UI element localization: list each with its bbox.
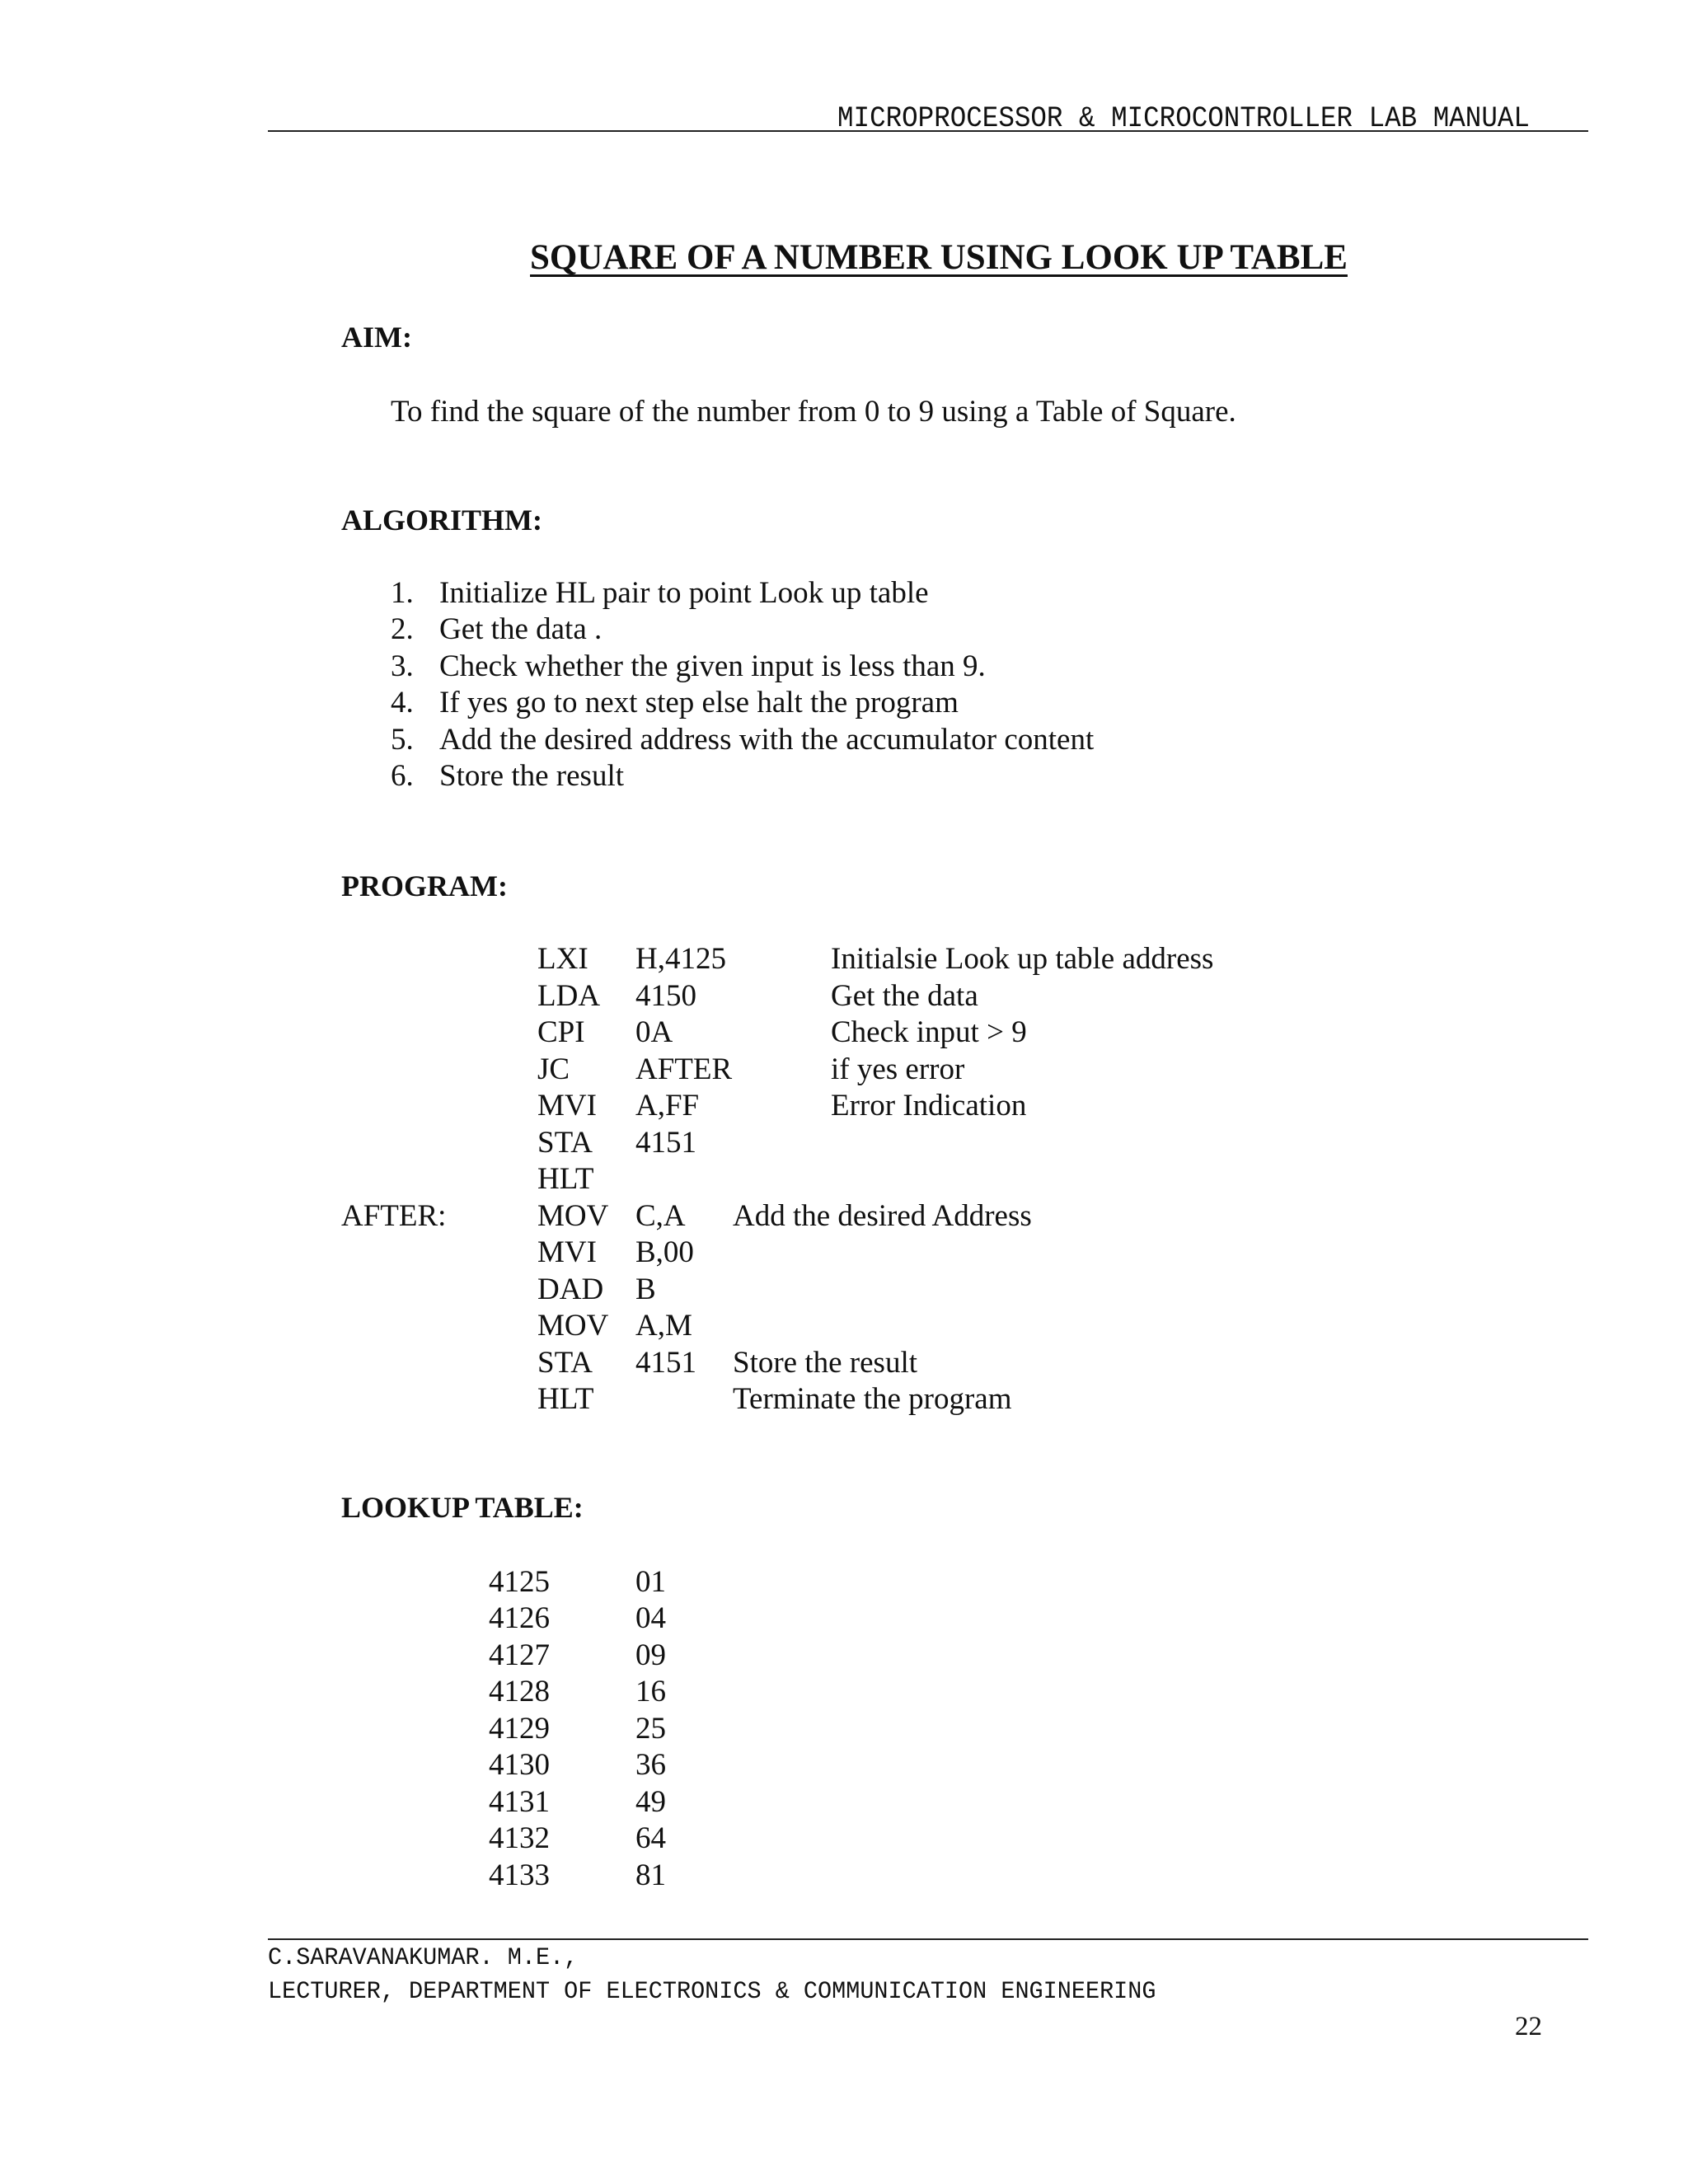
table-cell-value: 04: [635, 1601, 666, 1635]
list-item-number: 4.: [391, 686, 414, 719]
program-label: AFTER:: [341, 1199, 447, 1233]
footer-author: C.SARAVANAKUMAR. M.E.,: [268, 1944, 579, 1972]
table-cell-value: 36: [635, 1748, 666, 1782]
table-cell-value: 01: [635, 1565, 666, 1599]
list-item-text: Initialize HL pair to point Look up table: [439, 576, 929, 610]
program-operand: 0A: [635, 1015, 673, 1049]
table-cell-value: 25: [635, 1712, 666, 1746]
table-cell-address: 4128: [489, 1675, 550, 1708]
program-comment: if yes error: [831, 1052, 965, 1086]
table-cell-address: 4125: [489, 1565, 550, 1599]
program-comment: Terminate the program: [733, 1382, 1012, 1416]
aim-text: To find the square of the number from 0 to 9 using a Table of Square.: [391, 395, 1236, 429]
program-mnemonic: MVI: [537, 1235, 597, 1269]
program-comment: Error Indication: [831, 1089, 1027, 1122]
program-comment: Check input > 9: [831, 1015, 1027, 1049]
program-operand: A,FF: [635, 1089, 700, 1122]
program-operand: 4151: [635, 1346, 696, 1380]
list-item-text: Store the result: [439, 759, 625, 793]
table-cell-address: 4130: [489, 1748, 550, 1782]
algorithm-heading: ALGORITHM:: [341, 504, 543, 537]
table-cell-address: 4126: [489, 1601, 550, 1635]
program-operand: 4150: [635, 979, 696, 1013]
list-item-text: Get the data .: [439, 612, 603, 646]
program-mnemonic: CPI: [537, 1015, 585, 1049]
footer-position: LECTURER, DEPARTMENT OF ELECTRONICS & COMMUNICATION ENGINEERING: [268, 1978, 1156, 2006]
program-comment: Initialsie Look up table address: [831, 942, 1214, 976]
table-cell-value: 16: [635, 1675, 666, 1708]
table-cell-address: 4133: [489, 1858, 550, 1892]
program-comment: Add the desired Address: [733, 1199, 1032, 1233]
table-cell-value: 64: [635, 1821, 666, 1855]
program-mnemonic: HLT: [537, 1162, 594, 1196]
table-cell-value: 81: [635, 1858, 666, 1892]
program-mnemonic: STA: [537, 1126, 593, 1160]
list-item-text: Check whether the given input is less than 9.: [439, 649, 986, 683]
header-rule: [268, 130, 1588, 132]
program-mnemonic: DAD: [537, 1272, 604, 1306]
program-mnemonic: HLT: [537, 1382, 594, 1416]
running-header: MICROPROCESSOR & MICROCONTROLLER LAB MANUAL: [837, 102, 1530, 135]
table-cell-value: 09: [635, 1638, 666, 1672]
list-item-number: 1.: [391, 576, 414, 610]
program-operand: C,A: [635, 1199, 686, 1233]
program-comment: Get the data: [831, 979, 978, 1013]
program-comment: Store the result: [733, 1346, 918, 1380]
program-mnemonic: LXI: [537, 942, 588, 976]
program-mnemonic: LDA: [537, 979, 601, 1013]
page-number: 22: [1515, 2012, 1542, 2041]
program-operand: 4151: [635, 1126, 696, 1160]
program-mnemonic: MOV: [537, 1309, 609, 1343]
page-title: SQUARE OF A NUMBER USING LOOK UP TABLE: [530, 238, 1348, 277]
program-operand: A,M: [635, 1309, 692, 1343]
program-operand: AFTER: [635, 1052, 733, 1086]
list-item-text: Add the desired address with the accumulator content: [439, 723, 1095, 757]
list-item-number: 2.: [391, 612, 414, 646]
list-item-text: If yes go to next step else halt the program: [439, 686, 959, 719]
program-mnemonic: JC: [537, 1052, 570, 1086]
table-cell-address: 4127: [489, 1638, 550, 1672]
program-mnemonic: MOV: [537, 1199, 609, 1233]
program-operand: H,4125: [635, 942, 726, 976]
lookup-table-heading: LOOKUP TABLE:: [341, 1491, 584, 1524]
list-item-number: 6.: [391, 759, 414, 793]
program-operand: B,00: [635, 1235, 694, 1269]
list-item-number: 5.: [391, 723, 414, 757]
table-cell-address: 4131: [489, 1785, 550, 1819]
table-cell-value: 49: [635, 1785, 666, 1819]
program-mnemonic: STA: [537, 1346, 593, 1380]
list-item-number: 3.: [391, 649, 414, 683]
program-mnemonic: MVI: [537, 1089, 597, 1122]
program-operand: B: [635, 1272, 656, 1306]
aim-heading: AIM:: [341, 321, 412, 354]
footer-rule: [268, 1938, 1588, 1940]
table-cell-address: 4132: [489, 1821, 550, 1855]
program-heading: PROGRAM:: [341, 869, 508, 902]
table-cell-address: 4129: [489, 1712, 550, 1746]
